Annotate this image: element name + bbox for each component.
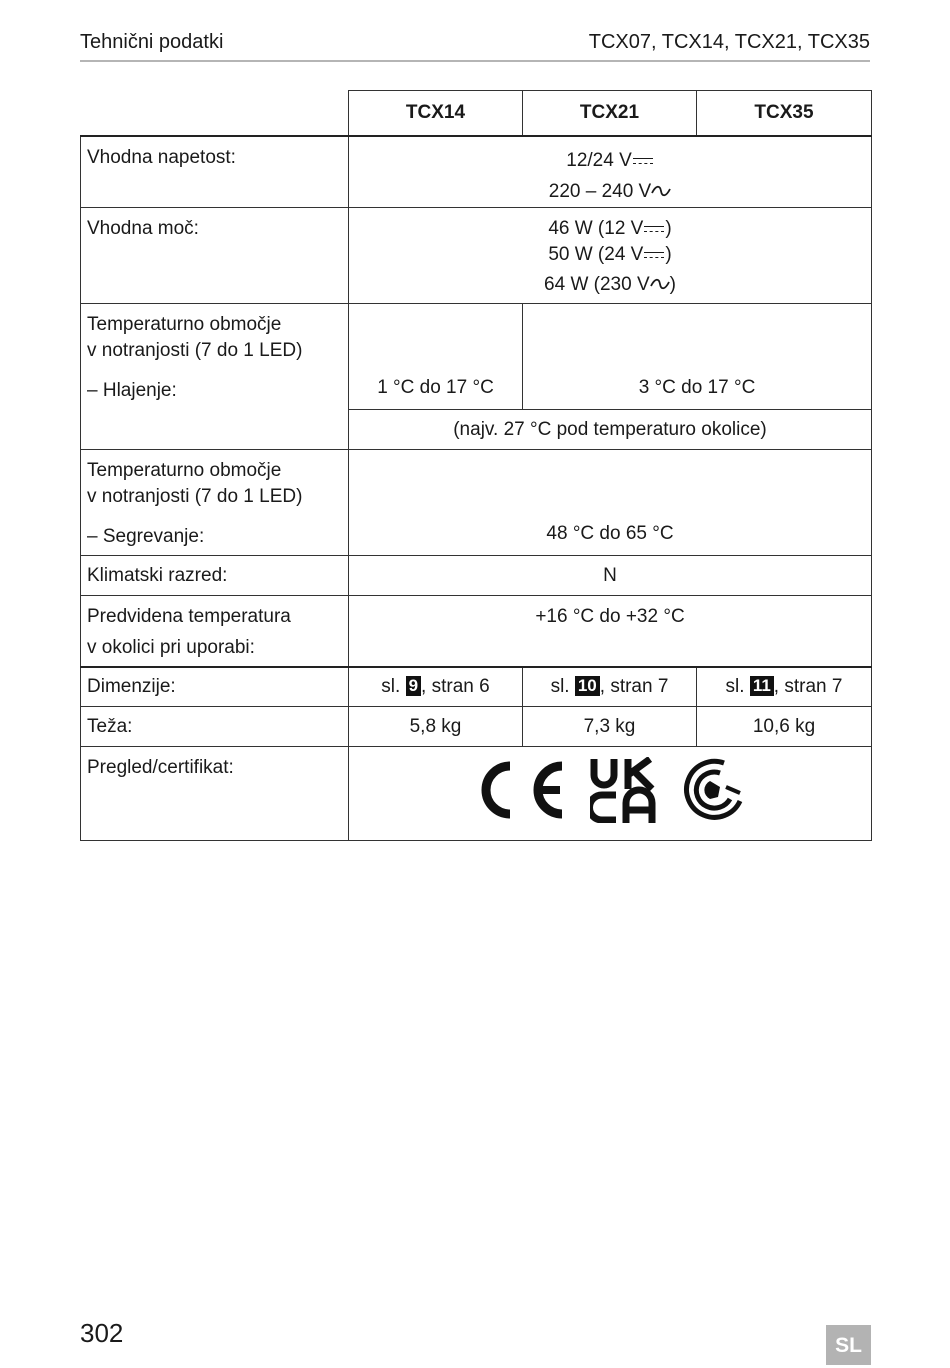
ambient-label-line2: v okolici pri uporabi: (87, 637, 255, 658)
ce-mark-icon (474, 757, 568, 823)
section-title: Tehnični podatki (80, 31, 224, 53)
direct-current-icon (644, 250, 664, 260)
figure-prefix: sl. (725, 675, 745, 697)
heating-label-line2: v notranjosti (7 do 1 LED) (87, 486, 303, 507)
dimensions-tcx35 (697, 667, 872, 707)
climate-class-value: N (349, 556, 872, 596)
table-row (81, 136, 872, 208)
alternating-current-icon (650, 278, 670, 290)
heating-label-line1: Temperaturno območje (87, 460, 282, 481)
row-label-heating (81, 450, 349, 556)
figure-prefix: sl. (381, 675, 401, 697)
power-230v-text: 64 W (230 V (544, 274, 650, 295)
figure-9-link[interactable]: 9 (406, 676, 421, 696)
heating-value: 48 °C do 65 °C (349, 450, 872, 556)
cooling-label-line3: – Hlajenje: (87, 380, 177, 401)
weight-tcx21: 7,3 kg (523, 707, 697, 747)
table-row (81, 450, 872, 556)
direct-current-icon (644, 224, 664, 234)
table-row (81, 596, 872, 667)
rcm-mark-icon (680, 757, 746, 823)
input-voltage-value (349, 136, 872, 208)
table-row (81, 667, 872, 707)
certification-marks (349, 747, 872, 841)
ambient-label-line1: Predvidena temperatura (87, 606, 291, 627)
dc-voltage-text: 12/24 V (566, 150, 632, 171)
row-label-climate-class: Klimatski razred: (81, 556, 349, 596)
cooling-tcx21-tcx35-value: 3 °C do 17 °C (523, 304, 872, 410)
figure-10-link[interactable]: 10 (575, 676, 600, 696)
row-label-weight: Teža: (81, 707, 349, 747)
page-number: 302 (80, 1318, 124, 1348)
row-label-certification: Pregled/certifikat: (81, 747, 349, 841)
alternating-current-icon (651, 185, 671, 197)
table-header-row (81, 91, 872, 137)
heating-label-line3: – Segrevanje: (87, 526, 205, 547)
weight-tcx14: 5,8 kg (349, 707, 523, 747)
row-label-input-voltage: Vhodna napetost: (81, 136, 349, 208)
blank-corner-cell (81, 91, 349, 137)
cooling-label-line1: Temperaturno območje (87, 314, 282, 335)
power-12v-close: ) (665, 218, 672, 239)
column-header-tcx14: TCX14 (349, 91, 523, 137)
cooling-label-line2: v notranjosti (7 do 1 LED) (87, 340, 303, 361)
technical-data-table (80, 90, 872, 841)
figure-page: , stran 6 (421, 675, 490, 697)
row-label-ambient-temperature (81, 596, 349, 667)
power-230v-close: ) (669, 274, 676, 295)
weight-tcx35: 10,6 kg (697, 707, 872, 747)
table-row (81, 707, 872, 747)
ukca-mark-icon (590, 757, 658, 823)
row-label-cooling (81, 304, 349, 450)
power-12v-text: 46 W (12 V (548, 218, 644, 239)
power-24v-close: ) (665, 244, 672, 265)
input-power-value (349, 208, 872, 304)
ac-voltage-text: 220 – 240 V (548, 181, 652, 202)
row-label-input-power: Vhodna moč: (81, 208, 349, 304)
cooling-note: (najv. 27 °C pod temperaturo okolice) (349, 410, 872, 450)
table-row (81, 304, 872, 410)
figure-page: , stran 7 (599, 675, 669, 697)
table-row (81, 747, 872, 841)
figure-11-link[interactable]: 11 (750, 676, 774, 696)
language-tab: SL (826, 1325, 871, 1365)
page-header (80, 28, 870, 62)
ambient-temperature-value: +16 °C do +32 °C (349, 596, 872, 667)
table-row (81, 208, 872, 304)
row-label-dimensions: Dimenzije: (81, 667, 349, 707)
figure-prefix: sl. (550, 675, 570, 697)
power-24v-text: 50 W (24 V (548, 244, 644, 265)
dimensions-tcx21 (523, 667, 697, 707)
cooling-tcx14-value: 1 °C do 17 °C (349, 304, 523, 410)
dimensions-tcx14 (349, 667, 523, 707)
column-header-tcx21: TCX21 (523, 91, 697, 137)
models-title: TCX07, TCX14, TCX21, TCX35 (588, 31, 870, 53)
direct-current-icon (633, 156, 653, 166)
figure-page: , stran 7 (773, 675, 843, 697)
table-row (81, 556, 872, 596)
column-header-tcx35: TCX35 (697, 91, 872, 137)
